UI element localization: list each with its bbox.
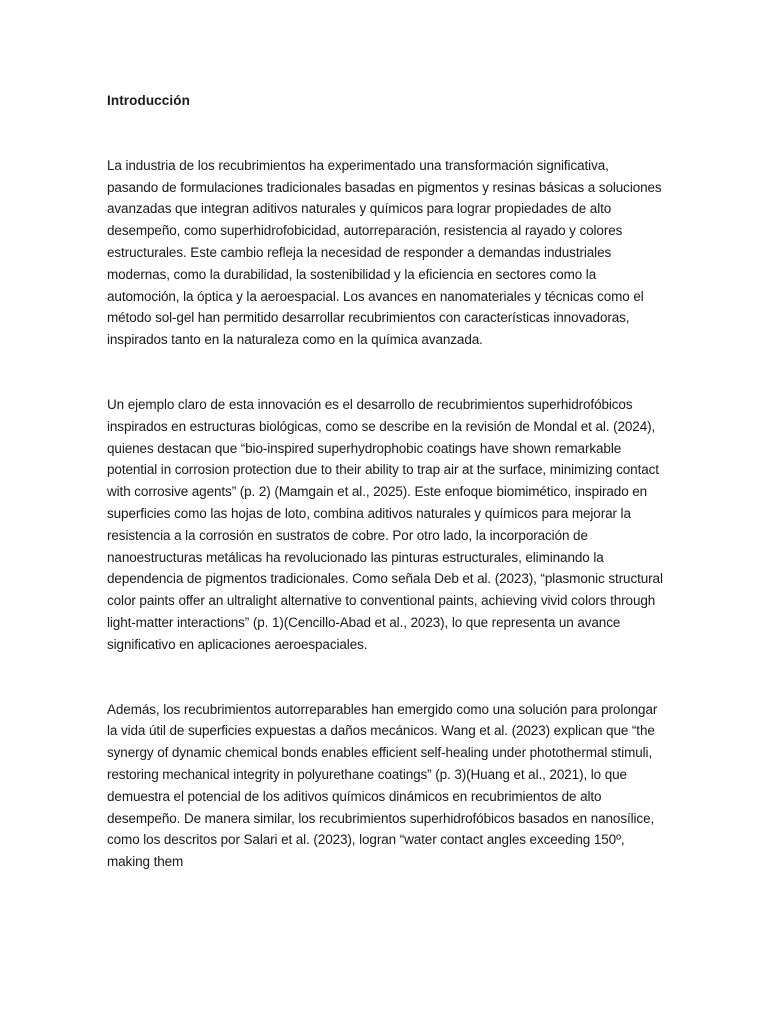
paragraph-2: Un ejemplo claro de esta innovación es el desarrollo de recubrimientos superhidrofóbicos inspirados en estructuras biológicas, como se describe en la revisión de Mondal et al. (2024), quienes destacan que “bio-inspired superhydrophobic coatings have shown remarkable potential in corrosion protection due to their ability to trap air at the surface, minimizing contact with corrosive agents” (p. 2) (Mamgain et al., 2025). Este enfoque biomimético, inspirado en superficies como las hojas de loto, combina aditivos naturales y químicos para mejorar la resistencia a la corrosión en sustratos de cobre. Por otro lado, la incorporación de nanoestructuras metálicas ha revolucionado las pinturas estructurales, eliminando la dependencia de pigmentos tradicionales. Como señala Deb et al. (2023), “plasmonic structural color paints offer an ultralight alternative to conventional paints, achieving vivid colors through light-matter interactions” (p. 1)(Cencillo-Abad et al., 2023), lo que representa un avance significativo en aplicaciones aeroespaciales. — [107, 396, 663, 652]
paragraph-1: La industria de los recubrimientos ha experimentado una transformación significativa, pasando de formulaciones tradicionales basadas en pigmentos y resinas básicas a soluciones avanzadas que integran aditivos naturales y químicos para lograr propiedades de alto desempeño, como superhidrofobicidad, autorreparación, resistencia al rayado y colores estructurales. Este cambio refleja la necesidad de responder a demandas industriales modernas, como la durabilidad, la sostenibilidad y la eficiencia en sectores como la automoción, la óptica y la aeroespacial. Los avances en nanomateriales y técnicas como el método sol-gel han permitido desarrollar recubrimientos con características innovadoras, inspirados tanto en la naturaleza como en la química avanzada. — [107, 157, 662, 348]
paragraph-3: Además, los recubrimientos autorreparables han emergido como una solución para prolongar la vida útil de superficies expuestas a daños mecánicos. Wang et al. (2023) explican que “the synergy of dynamic chemical bonds enables efficient self-healing under photothermal stimuli, restoring mechanical integrity in polyurethane coatings” (p. 3)(Huang et al., 2021), lo que demuestra el potencial de los aditivos químicos dinámicos en recubrimientos de alto desempeño. De manera similar, los recubrimientos superhidrofóbicos basados en nanosílice, como los descritos por Salari et al. (2023), logran “water contact angles exceeding 150º, making them — [107, 701, 658, 870]
section-heading: Introducción — [107, 93, 190, 108]
document-body — [107, 90, 663, 916]
